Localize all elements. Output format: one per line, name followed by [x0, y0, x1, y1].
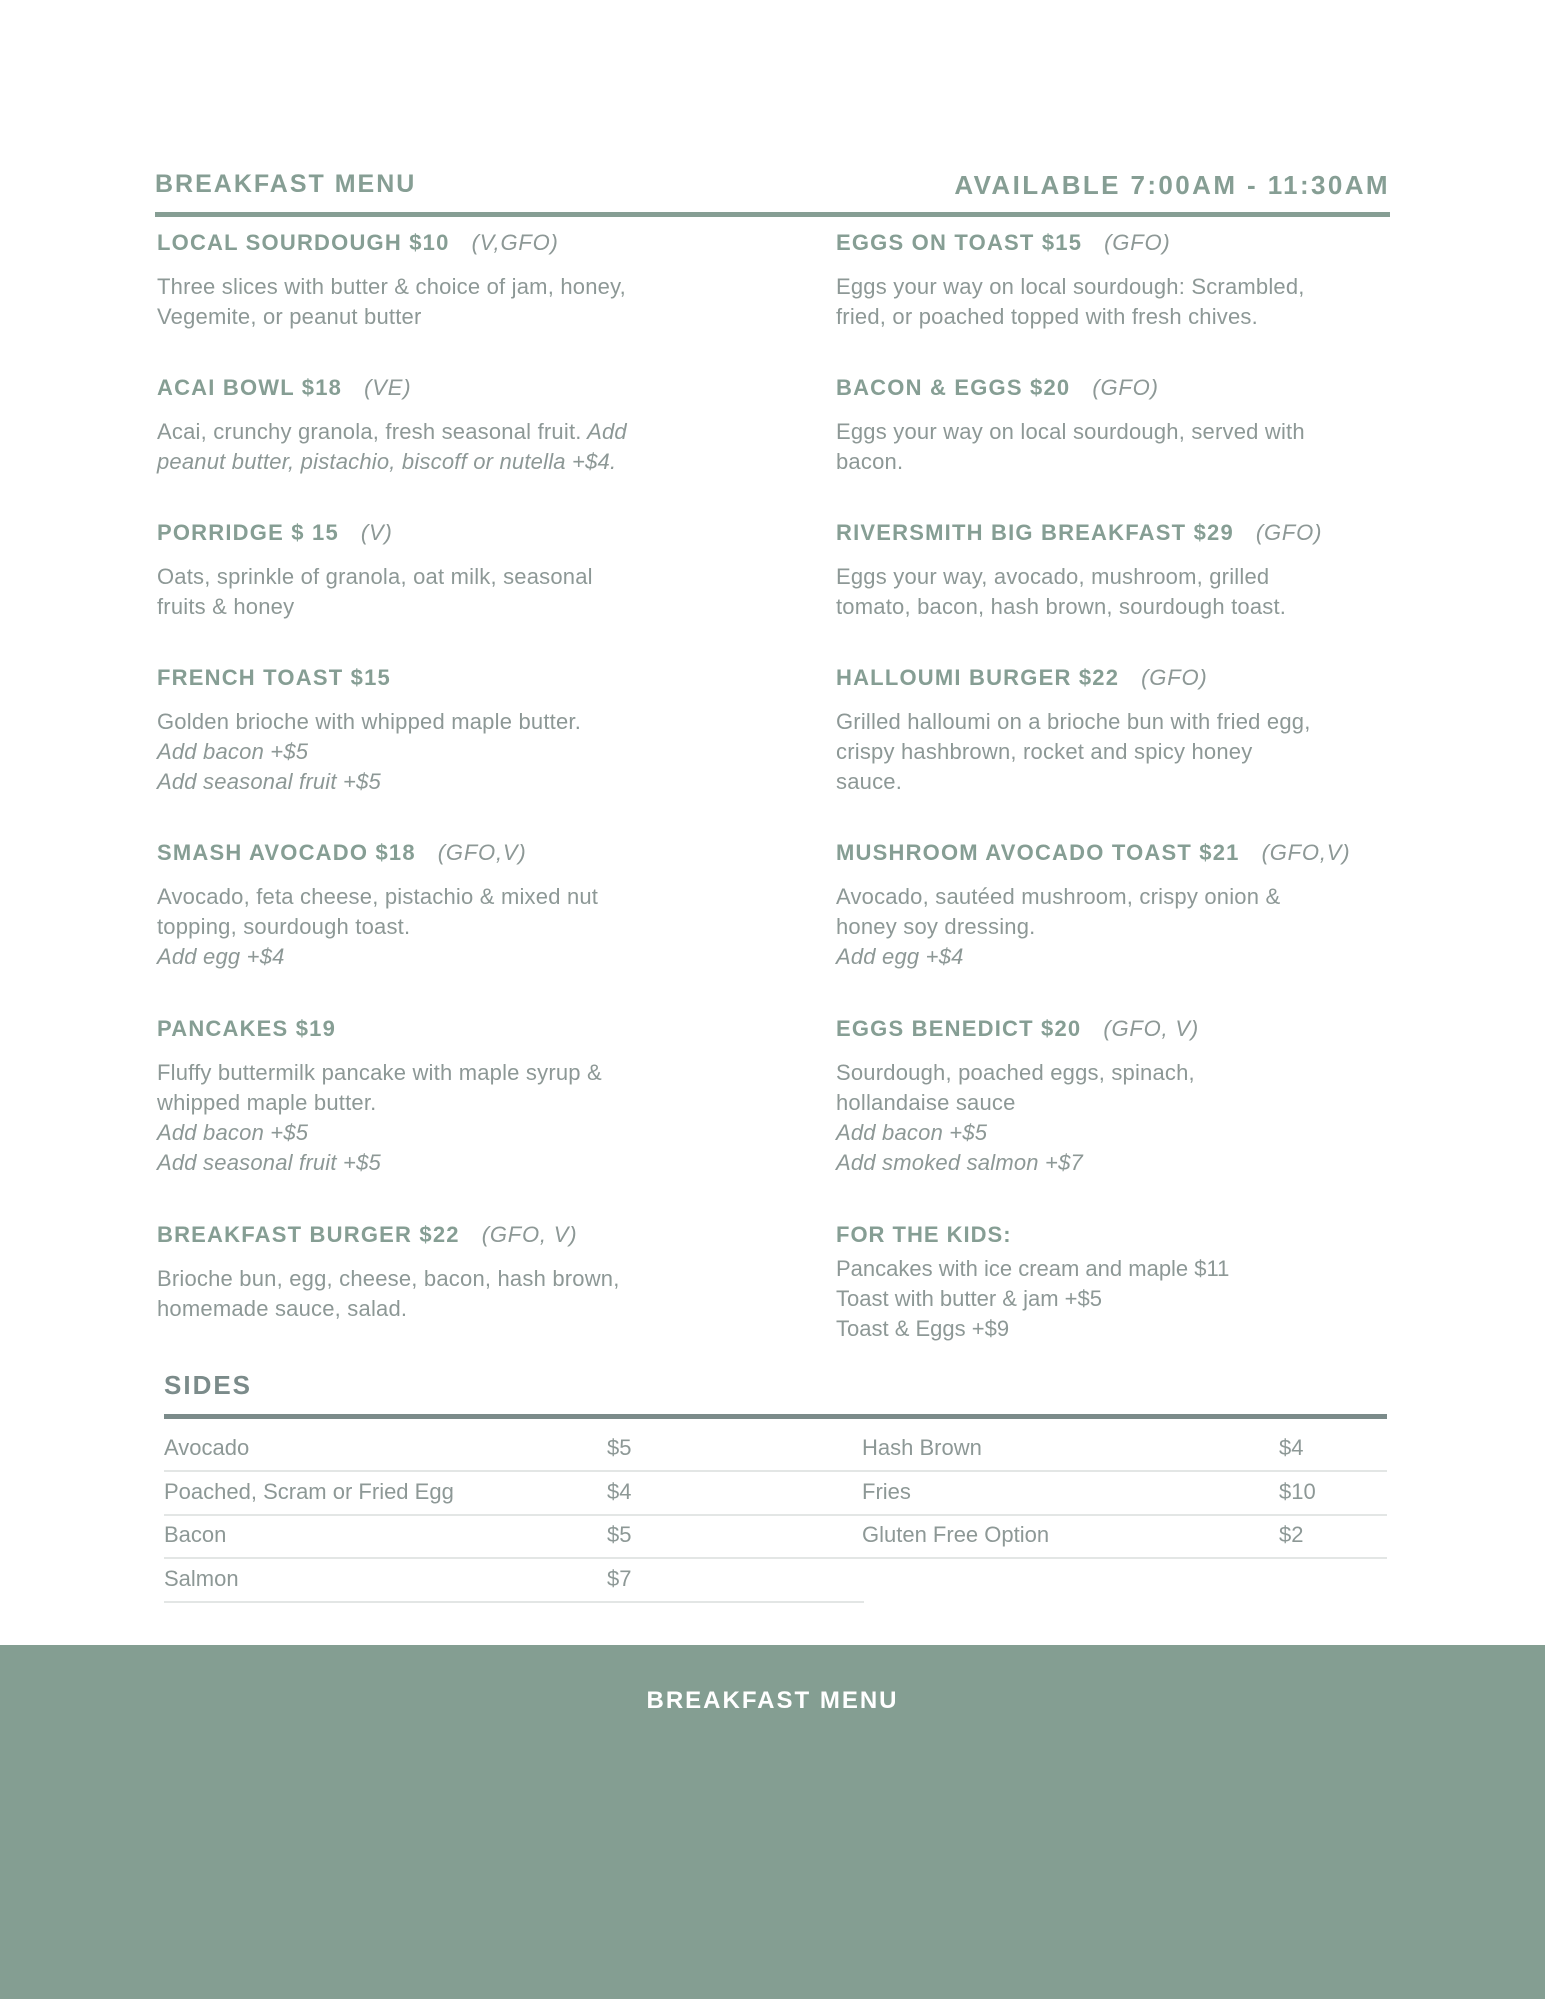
line-text: Add seasonal fruit +$5 — [157, 1150, 381, 1175]
description-line — [836, 562, 1416, 592]
menu-item-heading — [157, 520, 737, 552]
description-line — [836, 1088, 1416, 1118]
menu-item-name: BACON & EGGS $20 — [836, 375, 1071, 400]
menu-item-description — [836, 562, 1416, 622]
menu-item-name: HALLOUMI BURGER $22 — [836, 665, 1120, 690]
add-on-line — [836, 1148, 1416, 1178]
line-text: Add smoked salmon +$7 — [836, 1150, 1083, 1175]
line-text: Fluffy buttermilk pancake with maple syrup & — [157, 1060, 602, 1085]
line-text: tomato, bacon, hash brown, sourdough toast. — [836, 594, 1287, 619]
sides-row — [862, 1471, 1387, 1516]
line-text: Eggs your way on local sourdough: Scrambled, — [836, 274, 1305, 299]
menu-item-name: ACAI BOWL $18 — [157, 375, 343, 400]
sides-row — [164, 1558, 864, 1603]
add-on-line — [157, 1118, 737, 1148]
footer-title: BREAKFAST MENU — [646, 1687, 899, 1714]
add-on-line — [157, 942, 737, 972]
description-line — [157, 302, 737, 332]
menu-header — [155, 170, 1390, 222]
description-line — [157, 912, 737, 942]
menu-item-description — [836, 1058, 1416, 1178]
line-text: Avocado, sautéed mushroom, crispy onion & — [836, 884, 1281, 909]
header-divider — [155, 212, 1390, 217]
side-name: Fries — [862, 1478, 911, 1504]
side-name: Avocado — [164, 1435, 250, 1460]
kids-item: Pancakes with ice cream and maple $11 — [836, 1256, 1230, 1281]
side-price: $10 — [1279, 1478, 1316, 1504]
menu-item — [157, 375, 737, 477]
menu-item — [157, 230, 737, 332]
dietary-tags: (GFO) — [1104, 230, 1171, 255]
description-line — [836, 912, 1416, 942]
menu-item-heading — [836, 665, 1416, 697]
menu-item — [836, 520, 1416, 622]
line-text: Avocado, feta cheese, pistachio & mixed nut — [157, 884, 599, 909]
side-name: Gluten Free Option — [862, 1522, 1050, 1547]
line-text: Acai, crunchy granola, fresh seasonal fruit. — [157, 419, 582, 444]
sides-row — [164, 1514, 864, 1559]
description-line — [836, 737, 1416, 767]
sides-row — [164, 1427, 864, 1472]
add-on-line — [157, 447, 737, 477]
dietary-tags: (VE) — [364, 375, 412, 400]
kids-item: Toast with butter & jam +$5 — [836, 1286, 1102, 1311]
menu-item-description — [157, 417, 737, 477]
side-price: $4 — [607, 1478, 632, 1504]
side-price: $5 — [607, 1435, 632, 1460]
menu-item-name: LOCAL SOURDOUGH $10 — [157, 230, 450, 255]
menu-item-name: FRENCH TOAST $15 — [157, 665, 391, 690]
sides-title: SIDES — [164, 1370, 253, 1400]
menu-item-name: MUSHROOM AVOCADO TOAST $21 — [836, 840, 1240, 865]
side-name: Bacon — [164, 1522, 227, 1547]
line-text: Three slices with butter & choice of jam, honey, — [157, 274, 626, 299]
menu-title: BREAKFAST MENU — [155, 170, 417, 198]
add-on-line — [836, 1118, 1416, 1148]
menu-item — [836, 375, 1416, 477]
menu-item-name: EGGS BENEDICT $20 — [836, 1016, 1082, 1041]
side-price: $5 — [607, 1522, 632, 1547]
menu-item-name: PANCAKES $19 — [157, 1016, 337, 1041]
line-text: Brioche bun, egg, cheese, bacon, hash brown, — [157, 1266, 620, 1291]
add-on-text: Add — [581, 419, 627, 444]
line-text: Eggs your way on local sourdough, served with — [836, 419, 1305, 444]
description-line — [836, 1058, 1416, 1088]
menu-item — [157, 520, 737, 622]
menu-item-description — [157, 272, 737, 332]
dietary-tags: (GFO,V) — [437, 840, 527, 865]
menu-item — [836, 665, 1416, 797]
side-name: Poached, Scram or Fried Egg — [164, 1478, 454, 1504]
description-line — [836, 767, 1416, 797]
menu-item-heading — [836, 520, 1416, 552]
menu-item-name: SMASH AVOCADO $18 — [157, 840, 416, 865]
description-line — [836, 707, 1416, 737]
line-text: crispy hashbrown, rocket and spicy honey — [836, 739, 1253, 764]
description-line — [836, 592, 1416, 622]
menu-item-name: EGGS ON TOAST $15 — [836, 230, 1083, 255]
menu-item-description — [157, 1058, 737, 1178]
menu-item-heading — [836, 230, 1416, 262]
menu-item-description — [836, 707, 1416, 797]
add-on-line — [157, 737, 737, 767]
side-price: $2 — [1279, 1522, 1304, 1547]
line-text: Add bacon +$5 — [157, 739, 309, 764]
description-line — [157, 1294, 737, 1324]
line-text: Add seasonal fruit +$5 — [157, 769, 381, 794]
menu-item-heading — [836, 375, 1416, 407]
description-line — [836, 417, 1416, 447]
menu-item-name: BREAKFAST BURGER $22 — [157, 1222, 460, 1247]
sides-row — [862, 1514, 1387, 1559]
line-text: Vegemite, or peanut butter — [157, 304, 422, 329]
dietary-tags: (GFO, V) — [1103, 1016, 1199, 1041]
dietary-tags: (GFO) — [1092, 375, 1159, 400]
dietary-tags: (GFO,V) — [1261, 840, 1351, 865]
line-text: Sourdough, poached eggs, spinach, — [836, 1060, 1195, 1085]
menu-item-heading — [157, 230, 737, 262]
sides-row — [164, 1471, 864, 1516]
side-price: $4 — [1279, 1435, 1304, 1460]
line-text: Add bacon +$5 — [836, 1120, 988, 1145]
menu-item-heading — [836, 840, 1416, 872]
menu-item — [157, 1016, 737, 1178]
kids-section — [836, 1222, 1416, 1344]
description-line — [157, 417, 737, 447]
dietary-tags: (V) — [360, 520, 393, 545]
line-text: honey soy dressing. — [836, 914, 1036, 939]
description-line — [157, 1058, 737, 1088]
menu-item-heading — [157, 375, 737, 407]
dietary-tags: (V,GFO) — [471, 230, 559, 255]
description-line — [157, 272, 737, 302]
add-on-line — [836, 942, 1416, 972]
description-line — [157, 1088, 737, 1118]
menu-item — [836, 840, 1416, 972]
side-price: $7 — [607, 1565, 632, 1591]
menu-item — [157, 840, 737, 972]
menu-item-name: RIVERSMITH BIG BREAKFAST $29 — [836, 520, 1234, 545]
menu-item-description — [157, 562, 737, 622]
description-line — [157, 592, 737, 622]
line-text: Add egg +$4 — [157, 944, 285, 969]
dietary-tags: (GFO) — [1141, 665, 1208, 690]
menu-item-heading — [157, 1222, 737, 1254]
kids-item: Toast & Eggs +$9 — [836, 1316, 1010, 1341]
menu-hours: AVAILABLE 7:00AM - 11:30AM — [954, 170, 1390, 200]
menu-item-heading — [157, 1016, 737, 1048]
menu-item — [836, 1016, 1416, 1178]
sides-section — [164, 1370, 1387, 1591]
line-text: bacon. — [836, 449, 904, 474]
add-on-line — [157, 767, 737, 797]
line-text: Grilled halloumi on a brioche bun with fried egg, — [836, 709, 1311, 734]
line-text: sauce. — [836, 769, 903, 794]
description-line — [836, 447, 1416, 477]
description-line — [157, 562, 737, 592]
line-text: whipped maple butter. — [157, 1090, 377, 1115]
dietary-tags: (GFO, V) — [481, 1222, 578, 1247]
menu-item-description — [157, 707, 737, 797]
description-line — [836, 272, 1416, 302]
dietary-tags: (GFO) — [1255, 520, 1323, 545]
description-line — [836, 882, 1416, 912]
description-line — [836, 302, 1416, 332]
menu-item-heading — [157, 665, 737, 697]
menu-item — [157, 665, 737, 797]
line-text: topping, sourdough toast. — [157, 914, 411, 939]
kids-title: FOR THE KIDS: — [836, 1222, 1012, 1247]
menu-item — [157, 1222, 737, 1324]
description-line — [157, 882, 737, 912]
menu-item-name: PORRIDGE $ 15 — [157, 520, 339, 545]
side-name: Salmon — [164, 1565, 239, 1591]
description-line — [157, 707, 737, 737]
line-text: Oats, sprinkle of granola, oat milk, seasonal — [157, 564, 593, 589]
line-text: fried, or poached topped with fresh chives. — [836, 304, 1258, 329]
menu-item-heading — [157, 840, 737, 872]
menu-item-description — [836, 417, 1416, 477]
menu-item-description — [836, 882, 1416, 972]
footer-band — [0, 1645, 1545, 1999]
line-text: peanut butter, pistachio, biscoff or nutella +$4. — [157, 449, 617, 474]
line-text: Add bacon +$5 — [157, 1120, 309, 1145]
side-name: Hash Brown — [862, 1435, 982, 1460]
menu-item-description — [836, 272, 1416, 332]
line-text: hollandaise sauce — [836, 1090, 1016, 1115]
menu-item-description — [157, 1264, 737, 1324]
add-on-line — [157, 1148, 737, 1178]
line-text: Add egg +$4 — [836, 944, 964, 969]
line-text: fruits & honey — [157, 594, 295, 619]
menu-item-heading — [836, 1016, 1416, 1048]
line-text: homemade sauce, salad. — [157, 1296, 408, 1321]
menu-item — [836, 230, 1416, 332]
sides-row — [862, 1427, 1387, 1472]
line-text: Eggs your way, avocado, mushroom, grilled — [836, 564, 1270, 589]
sides-divider — [164, 1414, 1387, 1419]
line-text: Golden brioche with whipped maple butter. — [157, 709, 582, 734]
description-line — [157, 1264, 737, 1294]
menu-item-description — [157, 882, 737, 972]
